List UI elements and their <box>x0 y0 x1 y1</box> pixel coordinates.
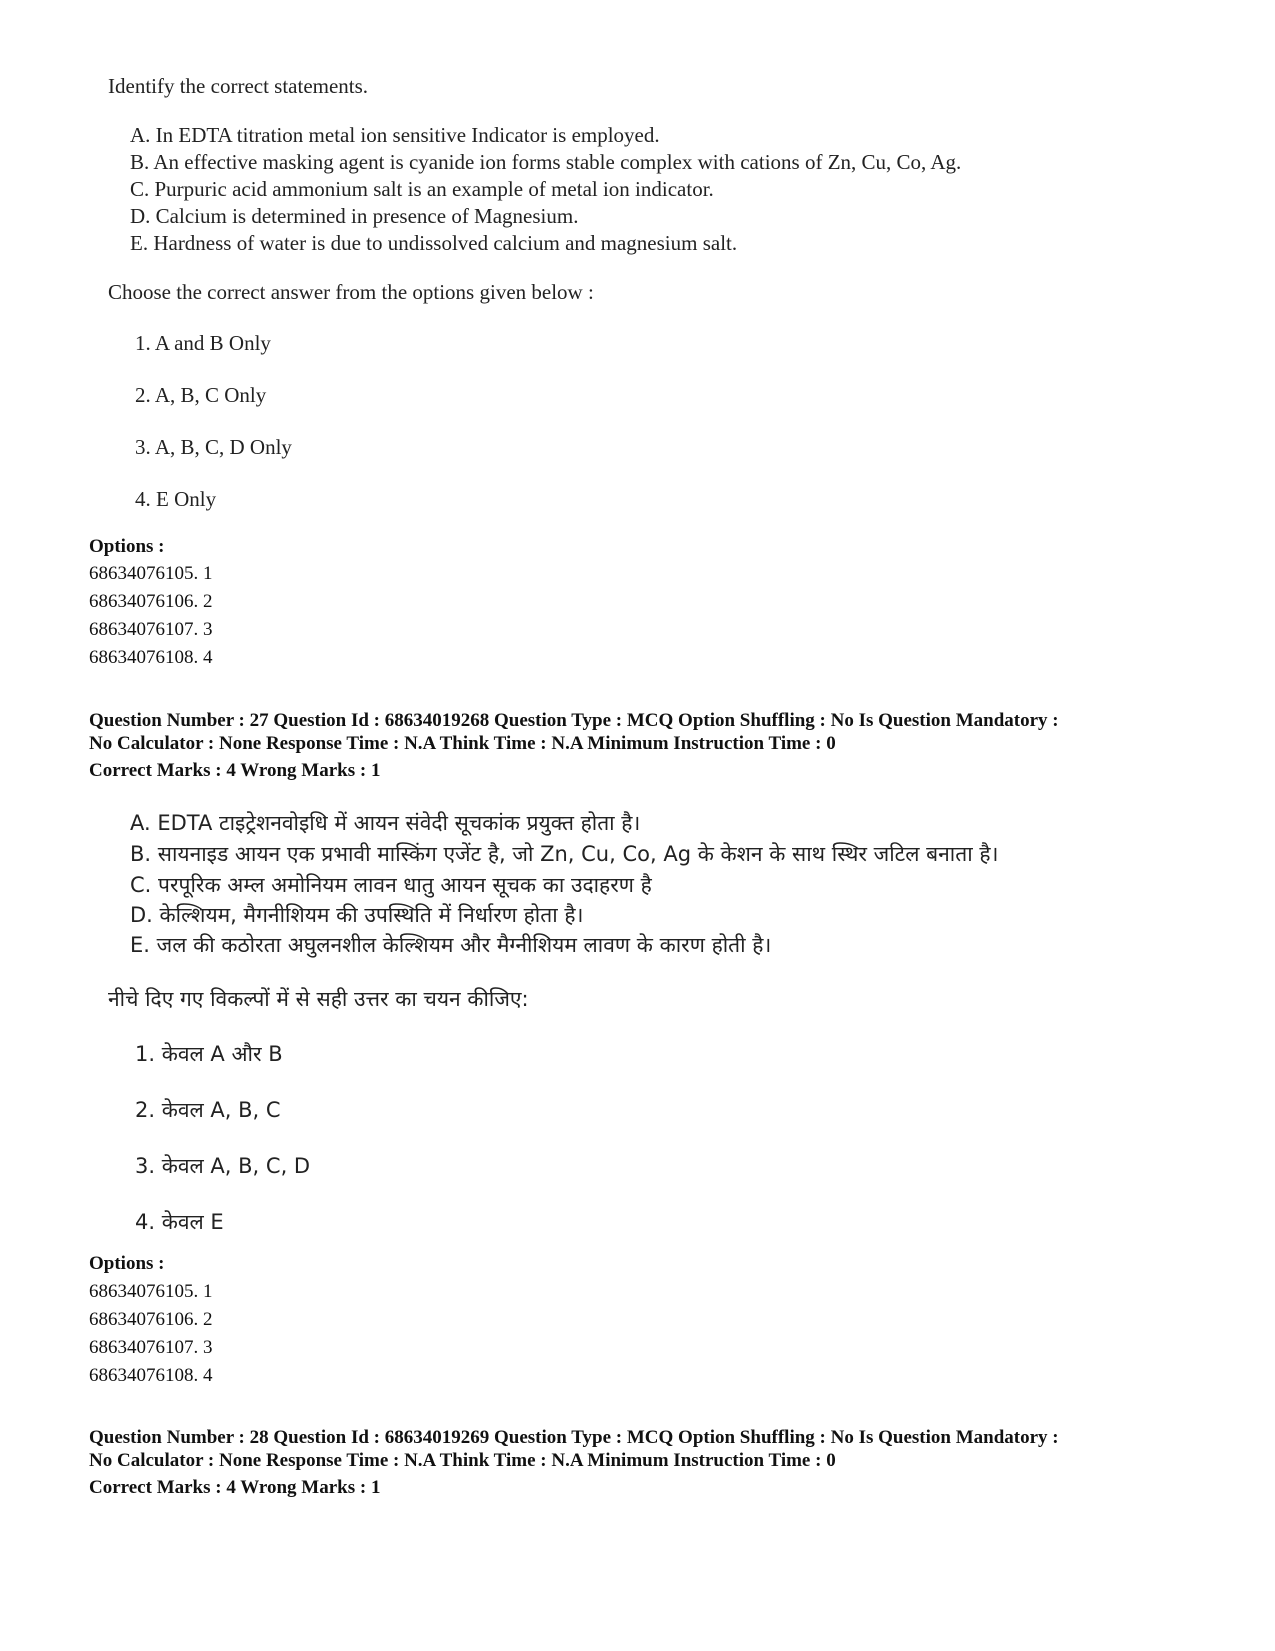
question-meta-line2: No Calculator : None Response Time : N.A Think Time : N.A Minimum Instruction Time : 0 <box>89 733 836 754</box>
option-id-4: 68634076108. 4 <box>89 647 213 668</box>
statement-e: E. Hardness of water is due to undissolved calcium and magnesium salt. <box>130 231 738 255</box>
statement-b-hindi: B. सायनाइड आयन एक प्रभावी मास्किंग एजेंट है, जो Zn, Cu, Co, Ag के केशन के साथ स्थिर जटिल बनाता है। <box>130 842 999 866</box>
choice-4: 4. E Only <box>135 487 217 511</box>
option-id-1: 68634076105. 1 <box>89 563 213 584</box>
options-label: Options : <box>89 536 165 557</box>
option-id-1-b: 68634076105. 1 <box>89 1281 213 1302</box>
statement-c-hindi: C. परपूरिक अम्ल अमोनियम लावन धातु आयन सूचक का उदाहरण है <box>130 873 652 897</box>
choice-3-hindi: 3. केवल A, B, C, D <box>135 1154 311 1178</box>
choice-3: 3. A, B, C, D Only <box>135 435 292 459</box>
statement-e-hindi: E. जल की कठोरता अघुलनशील केल्शियम और मैग्नीशियम लावण के कारण होती है। <box>130 933 772 957</box>
statement-a: A. In EDTA titration metal ion sensitive Indicator is employed. <box>130 123 660 147</box>
statement-d-hindi: D. केल्शियम, मैगनीशियम की उपस्थिति में निर्धारण होता है। <box>130 903 584 927</box>
option-id-2-b: 68634076106. 2 <box>89 1309 213 1330</box>
choice-4-hindi: 4. केवल E <box>135 1210 224 1234</box>
marks-line: Correct Marks : 4 Wrong Marks : 1 <box>89 760 381 781</box>
statement-d: D. Calcium is determined in presence of Magnesium. <box>130 204 579 228</box>
choose-prompt: Choose the correct answer from the options given below : <box>108 280 594 304</box>
question-meta-line1: Question Number : 27 Question Id : 68634019268 Question Type : MCQ Option Shuffling : No Is Question Mandatory : <box>89 710 1059 731</box>
statement-b: B. An effective masking agent is cyanide ion forms stable complex with cations of Zn, Cu, Co, Ag. <box>130 150 962 174</box>
choice-1-hindi: 1. केवल A और B <box>135 1042 283 1066</box>
question-intro: Identify the correct statements. <box>108 74 369 98</box>
question-meta-line1-q28: Question Number : 28 Question Id : 68634019269 Question Type : MCQ Option Shuffling : No Is Question Mandatory : <box>89 1427 1059 1448</box>
statement-c: C. Purpuric acid ammonium salt is an example of metal ion indicator. <box>130 177 714 201</box>
choice-1: 1. A and B Only <box>135 331 271 355</box>
choice-2-hindi: 2. केवल A, B, C <box>135 1098 281 1122</box>
options-label-2: Options : <box>89 1253 165 1274</box>
option-id-3-b: 68634076107. 3 <box>89 1337 213 1358</box>
option-id-4-b: 68634076108. 4 <box>89 1365 213 1386</box>
option-id-3: 68634076107. 3 <box>89 619 213 640</box>
question-meta-line2-q28: No Calculator : None Response Time : N.A Think Time : N.A Minimum Instruction Time : 0 <box>89 1450 836 1471</box>
option-id-2: 68634076106. 2 <box>89 591 213 612</box>
marks-line-q28: Correct Marks : 4 Wrong Marks : 1 <box>89 1477 381 1498</box>
choice-2: 2. A, B, C Only <box>135 383 267 407</box>
choose-prompt-hindi: नीचे दिए गए विकल्पों में से सही उत्तर का चयन कीजिए: <box>108 987 529 1011</box>
statement-a-hindi: A. EDTA टाइट्रेशनवोइधि में आयन संवेदी सूचकांक प्रयुक्त होता है। <box>130 811 641 835</box>
